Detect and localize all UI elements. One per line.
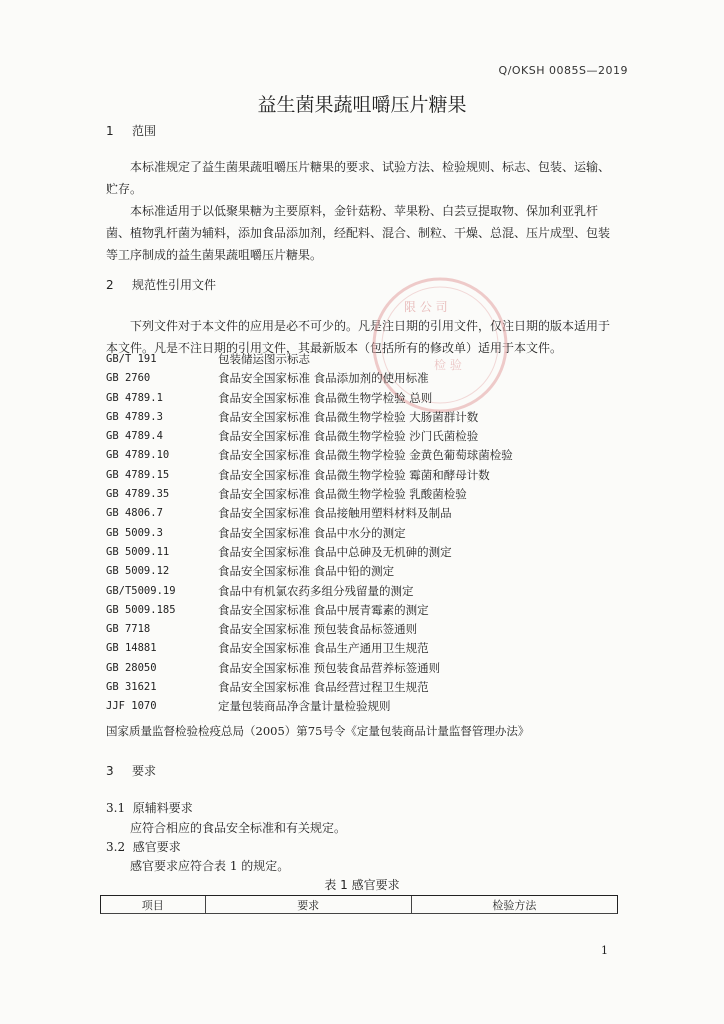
standard-code: Q/OKSH 0085S—2019 bbox=[498, 64, 628, 77]
subsection-3-2-heading bbox=[106, 838, 181, 855]
sensory-requirements-table bbox=[100, 895, 618, 914]
reference-row bbox=[106, 408, 626, 427]
section-2-intro: 下列文件对于本文件的应用是必不可少的。凡是注日期的引用文件，仅注日期的版本适用于本文件。凡是不注日期的引用文件，其最新版本（包括所有的修改单）适用于本文件。 bbox=[106, 319, 611, 355]
table-caption: 表 1 感官要求 bbox=[324, 878, 400, 892]
reference-code: GB 2760 bbox=[106, 372, 151, 385]
reference-name: 食品安全国家标准 食品微生物学检验 总则 bbox=[218, 390, 433, 405]
section-number: 2 bbox=[106, 278, 114, 292]
section-number: 3 bbox=[106, 764, 114, 778]
reference-code: GB 4806.7 bbox=[106, 507, 163, 520]
reference-row bbox=[106, 369, 626, 388]
subsection-title: 感官要求 bbox=[132, 840, 181, 854]
table-header-cell: 项目 bbox=[101, 896, 206, 913]
subsection-number: 3.1 bbox=[106, 801, 126, 815]
reference-row bbox=[106, 678, 626, 697]
page-number: 1 bbox=[601, 944, 608, 957]
reference-name: 食品安全国家标准 食品微生物学检验 大肠菌群计数 bbox=[218, 409, 479, 424]
reference-code: GB 28050 bbox=[106, 661, 157, 674]
reference-name: 包装储运图示标志 bbox=[218, 352, 310, 366]
reference-row bbox=[106, 504, 626, 523]
reference-name: 定量包装商品净含量计量检验规则 bbox=[218, 699, 391, 714]
reference-name: 食品中有机氯农药多组分残留量的测定 bbox=[218, 583, 414, 598]
reference-name: 食品安全国家标准 食品微生物学检验 霉菌和酵母计数 bbox=[218, 467, 490, 482]
reference-row bbox=[106, 620, 626, 639]
subsection-3-2-text: 感官要求应符合表 1 的规定。 bbox=[130, 859, 290, 873]
subsection-3-1-heading bbox=[106, 799, 193, 816]
reference-code: GB 4789.35 bbox=[106, 488, 170, 501]
reference-code: GB 4789.15 bbox=[106, 468, 170, 481]
reference-code: GB/T5009.19 bbox=[106, 584, 176, 597]
section-title: 范围 bbox=[132, 124, 157, 138]
reference-code: GB 5009.11 bbox=[106, 545, 170, 558]
reference-name: 食品安全国家标准 食品中水分的测定 bbox=[218, 525, 406, 540]
reference-row bbox=[106, 446, 626, 465]
reference-name: 食品安全国家标准 食品生产通用卫生规范 bbox=[218, 641, 429, 656]
section-1-paragraph-1: 本标准规定了益生菌果蔬咀嚼压片糖果的要求、试验方法、检验规则、标志、包装、运输、贮存。 bbox=[106, 160, 611, 196]
reference-row bbox=[106, 543, 626, 562]
reference-code: GB 4789.1 bbox=[106, 391, 163, 404]
reference-code: GB 4789.3 bbox=[106, 410, 163, 423]
reference-name: 食品安全国家标准 食品经营过程卫生规范 bbox=[218, 680, 429, 695]
reference-name: 食品安全国家标准 食品微生物学检验 沙门氏菌检验 bbox=[218, 429, 479, 444]
reference-code: GB 31621 bbox=[106, 681, 157, 694]
section-title: 要求 bbox=[132, 764, 157, 778]
reference-row bbox=[106, 601, 626, 620]
section-title: 规范性引用文件 bbox=[132, 278, 217, 292]
section-1-heading bbox=[106, 122, 156, 139]
subsection-title: 原辅料要求 bbox=[132, 801, 193, 815]
reference-name: 食品安全国家标准 食品中总砷及无机砷的测定 bbox=[218, 544, 452, 559]
reference-name: 食品安全国家标准 食品中铅的测定 bbox=[218, 564, 395, 579]
reference-name: 食品安全国家标准 预包装食品标签通则 bbox=[218, 622, 418, 637]
reference-code: GB/T 191 bbox=[106, 353, 157, 365]
section-3-heading bbox=[106, 762, 156, 779]
subsection-number: 3.2 bbox=[106, 840, 126, 854]
section-number: 1 bbox=[106, 124, 114, 138]
reference-name: 食品安全国家标准 食品接触用塑料材料及制品 bbox=[218, 506, 452, 521]
reference-row bbox=[106, 350, 626, 369]
reference-code: GB 5009.185 bbox=[106, 603, 176, 616]
subsection-3-1-text: 应符合相应的食品安全标准和有关规定。 bbox=[130, 821, 347, 835]
reference-code: GB 5009.3 bbox=[106, 526, 163, 539]
reference-row bbox=[106, 427, 626, 446]
reference-name: 食品安全国家标准 食品中展青霉素的测定 bbox=[218, 602, 429, 617]
reference-row bbox=[106, 524, 626, 543]
reference-row bbox=[106, 582, 626, 601]
reference-code: GB 4789.10 bbox=[106, 449, 170, 462]
section-2-heading bbox=[106, 276, 216, 293]
reference-code: GB 7718 bbox=[106, 623, 151, 636]
reference-name: 食品安全国家标准 食品微生物学检验 金黄色葡萄球菌检验 bbox=[218, 448, 513, 463]
reference-list bbox=[106, 350, 626, 717]
reference-row bbox=[106, 562, 626, 581]
reference-row bbox=[106, 697, 626, 716]
reference-name: 食品安全国家标准 食品微生物学检验 乳酸菌检验 bbox=[218, 487, 467, 502]
reference-row bbox=[106, 639, 626, 658]
table-header-cell: 检验方法 bbox=[492, 898, 537, 912]
document-title: 益生菌果蔬咀嚼压片糖果 bbox=[257, 94, 467, 116]
reference-row bbox=[106, 466, 626, 485]
reference-regulation: 国家质量监督检验检疫总局（2005）第75号令《定量包装商品计量监督管理办法》 bbox=[106, 724, 530, 738]
reference-row bbox=[106, 659, 626, 678]
section-1-paragraph-2: 本标准适用于以低聚果糖为主要原料，金针菇粉、苹果粉、白芸豆提取物、保加利亚乳杆菌、植物乳杆菌为辅料，添加食品添加剂，经配料、混合、制粒、干燥、总混、压片成型、包装等工序制成的益生菌果蔬咀嚼压片糖果。 bbox=[106, 204, 611, 262]
reference-name: 食品安全国家标准 食品添加剂的使用标准 bbox=[218, 371, 429, 386]
reference-code: GB 5009.12 bbox=[106, 565, 170, 578]
reference-code: JJF 1070 bbox=[106, 700, 157, 713]
reference-code: GB 4789.4 bbox=[106, 430, 163, 443]
reference-row bbox=[106, 389, 626, 408]
reference-code: GB 14881 bbox=[106, 642, 157, 655]
reference-name: 食品安全国家标准 预包装食品营养标签通则 bbox=[218, 660, 441, 675]
svg-text:限 公 司: 限 公 司 bbox=[404, 300, 448, 314]
reference-row bbox=[106, 485, 626, 504]
table-header-cell: 要求 bbox=[206, 896, 412, 913]
svg-text:检 验: 检 验 bbox=[434, 358, 462, 372]
